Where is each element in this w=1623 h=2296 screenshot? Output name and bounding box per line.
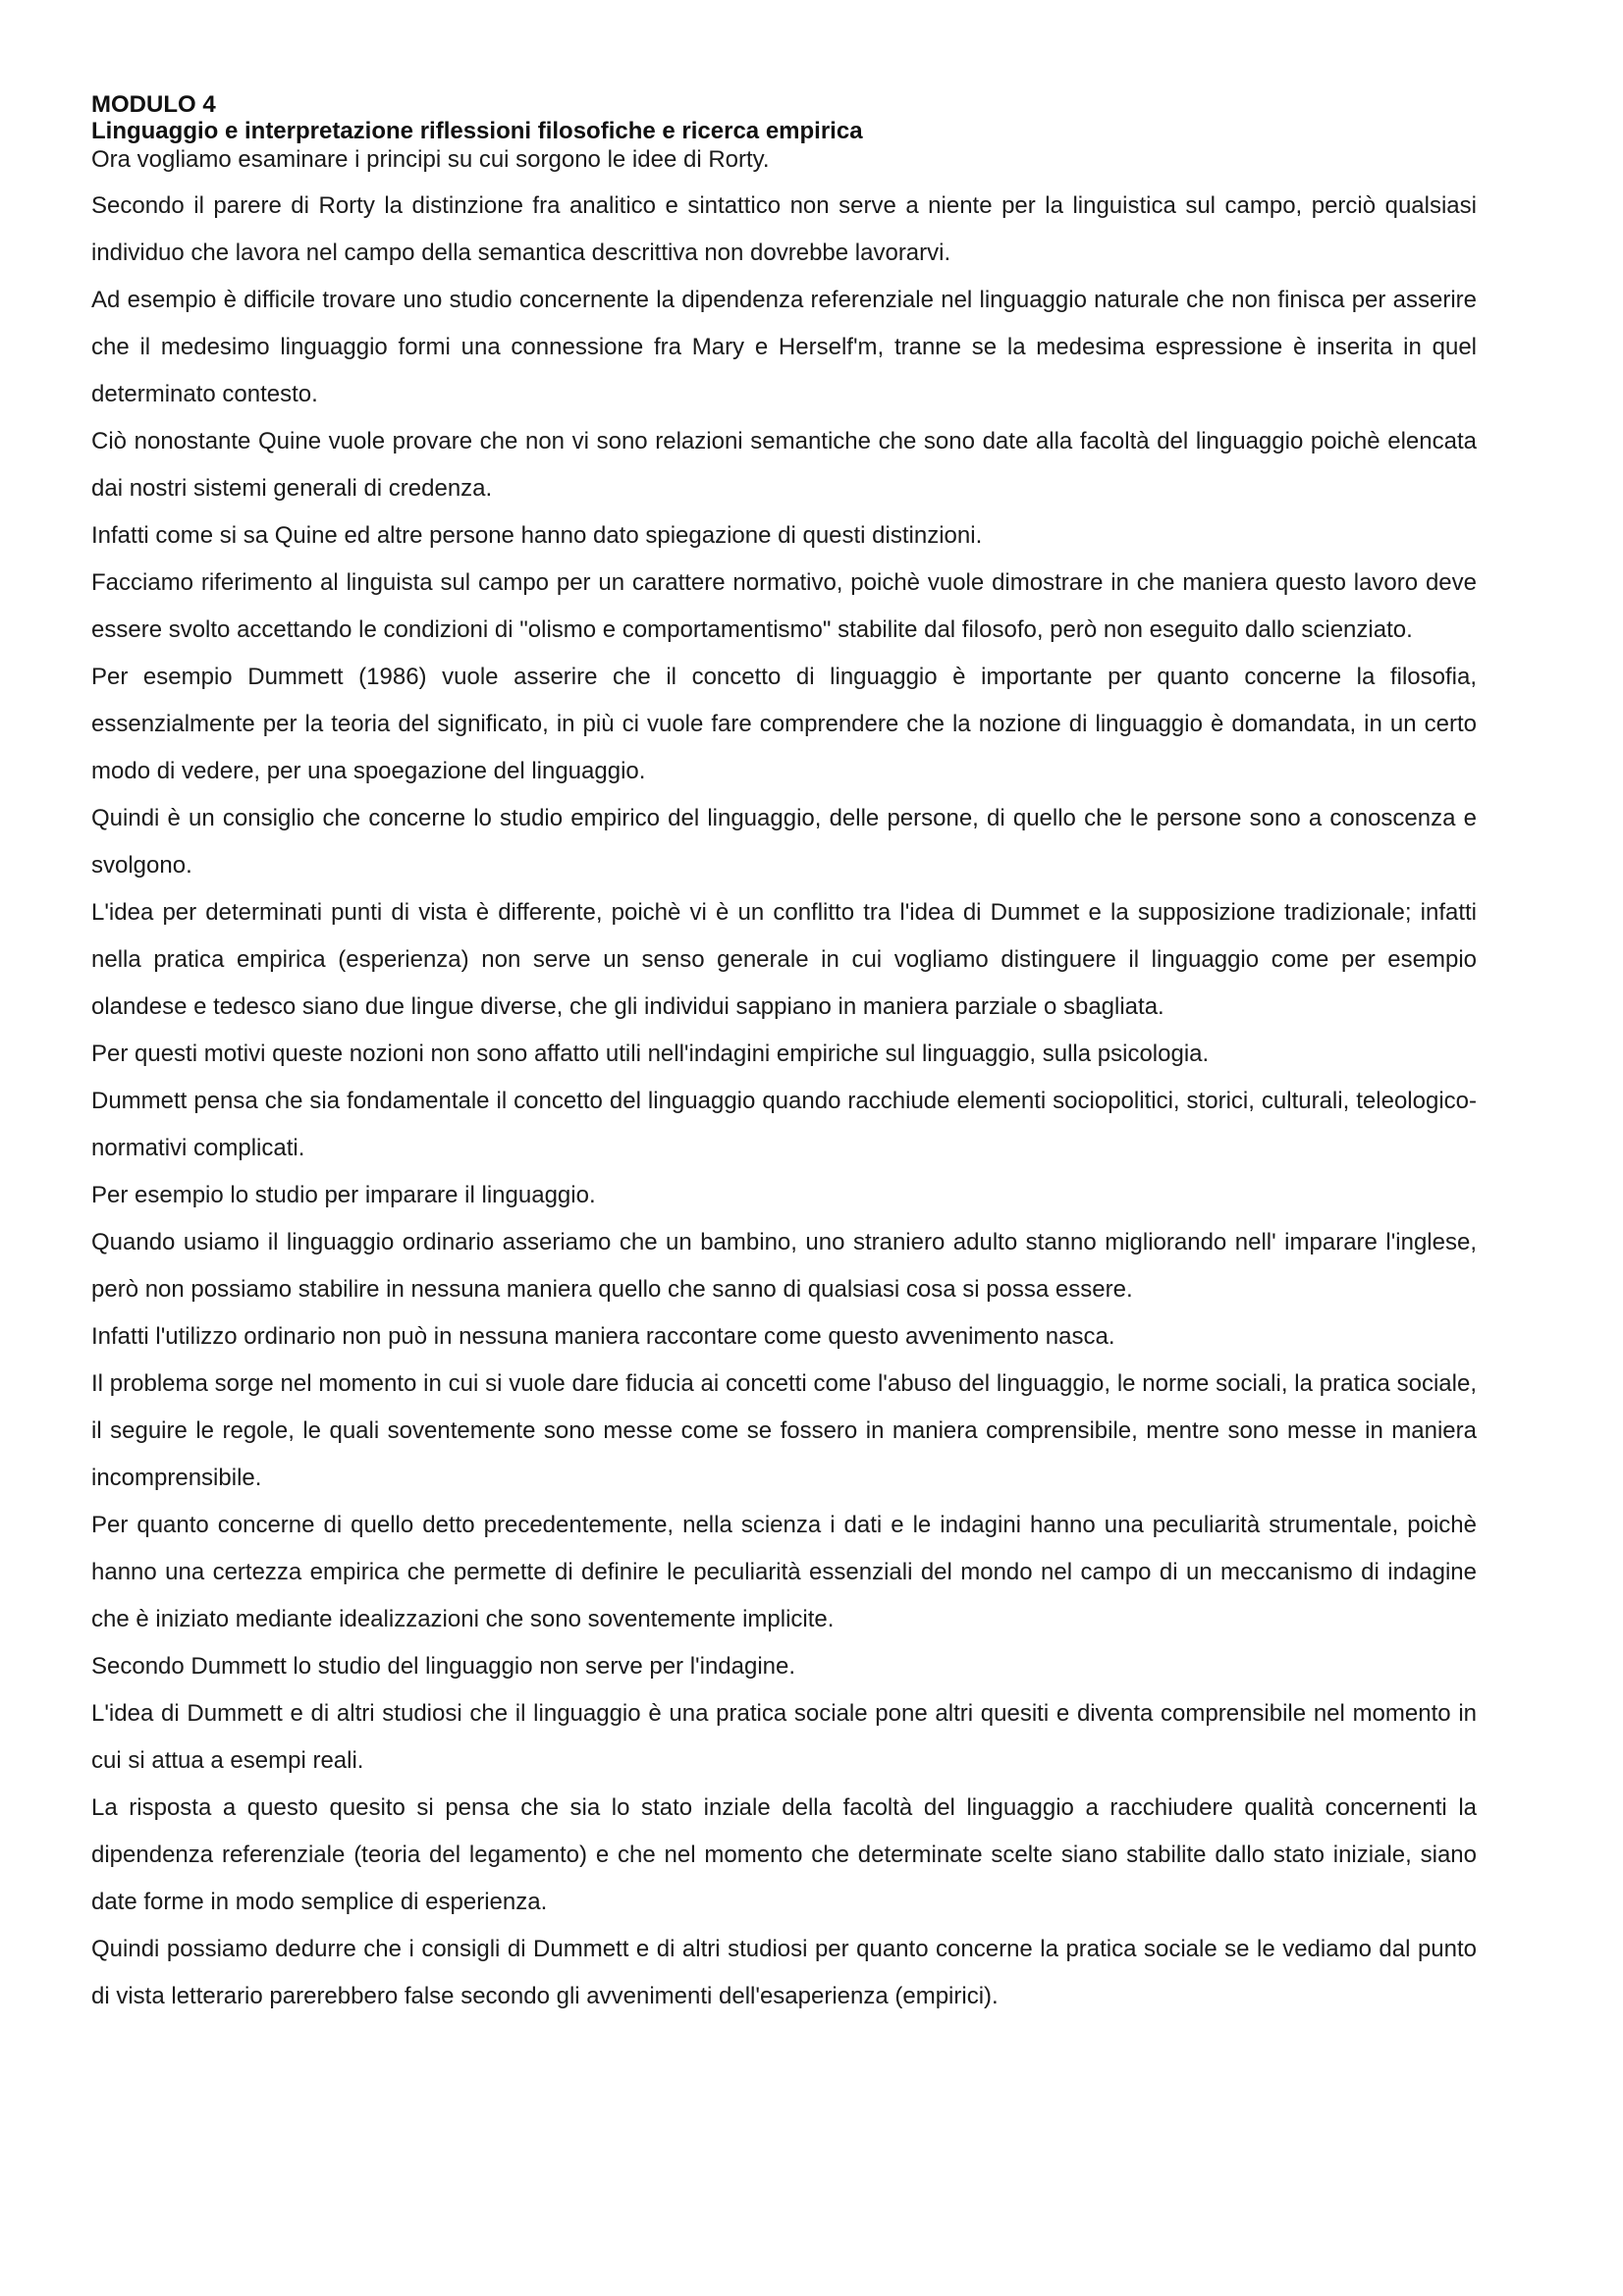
paragraph: Per questi motivi queste nozioni non sono affatto utili nell'indagini empiriche sul linguaggio, sulla psicologia.: [91, 1041, 1210, 1067]
document-body: [91, 91, 1477, 2020]
paragraph: Ora vogliamo esaminare i principi su cui sorgono le idee di Rorty.: [91, 146, 770, 173]
paragraph: Ciò nonostante Quine vuole provare che non vi sono relazioni semantiche che sono date alla facoltà del linguaggio poichè elencata dai nostri sistemi generali di credenza.: [91, 428, 1477, 502]
paragraph: Per quanto concerne di quello detto precedentemente, nella scienza i dati e le indagini hanno una peculiarità strumentale, poichè hanno una certezza empirica che permette di definire le peculiarità essenziali del mondo nel campo di un meccanismo di indagine che è iniziato mediante idealizzazioni che sono soventemente implicite.: [91, 1512, 1477, 1632]
paragraph: Quindi possiamo dedurre che i consigli di Dummett e di altri studiosi per quanto concerne la pratica sociale se le vediamo dal punto di vista letterario parerebbero false secondo gli avvenimenti dell'esaperienza (empirici).: [91, 1936, 1477, 2009]
paragraph: Infatti l'utilizzo ordinario non può in nessuna maniera raccontare come questo avvenimento nasca.: [91, 1323, 1115, 1350]
paragraph: Secondo Dummett lo studio del linguaggio non serve per l'indagine.: [91, 1653, 796, 1680]
document-title: Linguaggio e interpretazione riflessioni filosofiche e ricerca empirica: [91, 118, 863, 144]
paragraph: Quindi è un consiglio che concerne lo studio empirico del linguaggio, delle persone, di quello che le persone sono a conoscenza e svolgono.: [91, 805, 1477, 879]
paragraph: Secondo il parere di Rorty la distinzione fra analitico e sintattico non serve a niente per la linguistica sul campo, perciò qualsiasi individuo che lavora nel campo della semantica descrittiva non dovrebbe lavorarvi.: [91, 192, 1477, 266]
paragraph: Facciamo riferimento al linguista sul campo per un carattere normativo, poichè vuole dimostrare in che maniera questo lavoro deve essere svolto accettando le condizioni di "olismo e comportamentismo" stabilite dal filosofo, però non eseguito dallo scienziato.: [91, 569, 1477, 643]
paragraph: L'idea di Dummett e di altri studiosi che il linguaggio è una pratica sociale pone altri quesiti e diventa comprensibile nel momento in cui si attua a esempi reali.: [91, 1700, 1477, 1774]
module-label: MODULO 4: [91, 91, 216, 118]
paragraph: Infatti come si sa Quine ed altre persone hanno dato spiegazione di questi distinzioni.: [91, 522, 983, 549]
paragraph: Dummett pensa che sia fondamentale il concetto del linguaggio quando racchiude elementi sociopolitici, storici, culturali, teleologico-normativi complicati.: [91, 1088, 1477, 1161]
paragraph: Il problema sorge nel momento in cui si vuole dare fiducia ai concetti come l'abuso del linguaggio, le norme sociali, la pratica sociale, il seguire le regole, le quali soventemente sono messe come se fossero in maniera comprensibile, mentre sono messe in maniera incomprensibile.: [91, 1370, 1477, 1491]
paragraph: Per esempio Dummett (1986) vuole asserire che il concetto di linguaggio è importante per quanto concerne la filosofia, essenzialmente per la teoria del significato, in più ci vuole fare comprendere che la nozione di linguaggio è domandata, in un certo modo di vedere, per una spoegazione del linguaggio.: [91, 664, 1477, 784]
paragraph: La risposta a questo quesito si pensa che sia lo stato inziale della facoltà del linguaggio a racchiudere qualità concernenti la dipendenza referenziale (teoria del legamento) e che nel momento che determinate scelte siano stabilite dallo stato iniziale, siano date forme in modo semplice di esperienza.: [91, 1794, 1477, 1915]
paragraph: L'idea per determinati punti di vista è differente, poichè vi è un conflitto tra l'idea di Dummet e la supposizione tradizionale; infatti nella pratica empirica (esperienza) non serve un senso generale in cui vogliamo distinguere il linguaggio come per esempio olandese e tedesco siano due lingue diverse, che gli individui sappiano in maniera parziale o sbagliata.: [91, 899, 1477, 1020]
paragraph: Ad esempio è difficile trovare uno studio concernente la dipendenza referenziale nel linguaggio naturale che non finisca per asserire che il medesimo linguaggio formi una connessione fra Mary e Herself'm, tranne se la medesima espressione è inserita in quel determinato contesto.: [91, 287, 1477, 407]
paragraph: Per esempio lo studio per imparare il linguaggio.: [91, 1182, 596, 1208]
paragraph: Quando usiamo il linguaggio ordinario asseriamo che un bambino, uno straniero adulto stanno migliorando nell' imparare l'inglese, però non possiamo stabilire in nessuna maniera quello che sanno di qualsiasi cosa si possa essere.: [91, 1229, 1477, 1303]
